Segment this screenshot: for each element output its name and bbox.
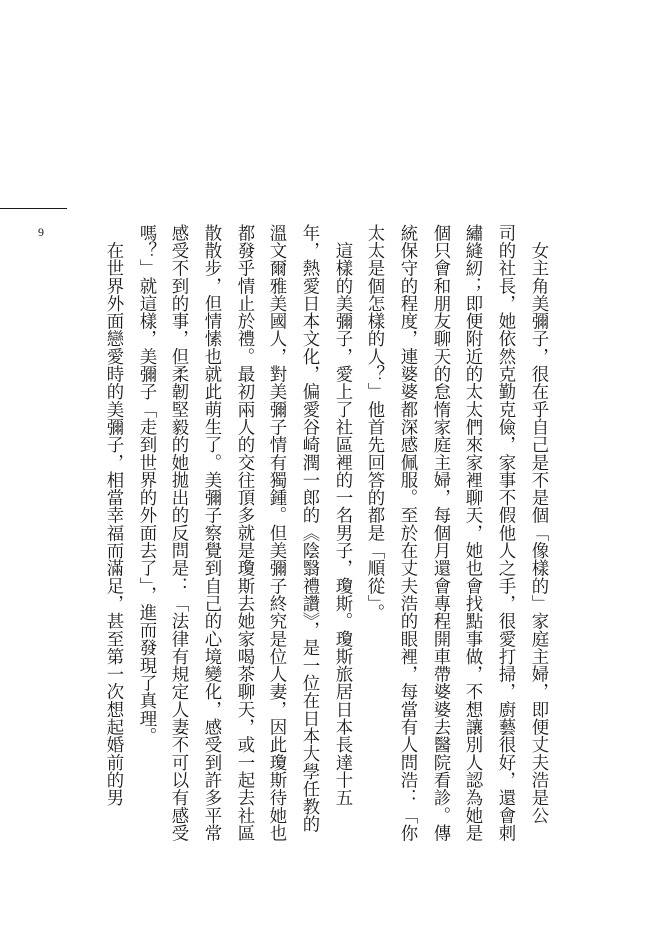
text-column: 個只會和朋友聊天的怠惰家庭主婦，每個月還會專程開車帶婆婆去醫院看診。傳 [430, 224, 450, 842]
text-column: 太太是個怎樣的人？」他首先回答的都是「順從」。 [364, 224, 384, 622]
text-column: 繡縫紉；即便附近的太太們來家裡聊天，她也會找點事做，不想讓別人認為她是 [462, 224, 482, 842]
page-number-rule [0, 208, 67, 209]
text-column: 嗎？」就這樣，美彌子「走到世界的外面去了」，進而發現了真理。 [136, 224, 156, 745]
text-column: 女主角美彌子，很在乎自己是不是個「像樣的」家庭主婦，即便丈夫浩是公 [528, 224, 548, 825]
page-number: 9 [38, 225, 44, 239]
text-column: 統保守的程度，連婆婆都深感佩服。至於在丈夫浩的眼裡，每當有人問浩：「你 [397, 224, 417, 842]
body-text [99, 224, 553, 842]
text-column: 司的社長，她依然克勤克儉，家事不假他人之手，很愛打掃，廚藝很好，還會刺 [495, 224, 515, 842]
text-column: 感受不到的事，但柔韌堅毅的她拋出的反問是：「法律有規定人妻不可以有感受 [168, 224, 188, 842]
text-column: 散散步，但情愫也就此萌生了。美彌子察覺到自己的心境變化，感受到許多平常 [201, 224, 221, 842]
text-column: 溫文爾雅美國人，對美彌子情有獨鍾。但美彌子終究是位人妻，因此瓊斯待她也 [266, 224, 286, 842]
text-column: 年，熱愛日本文化，偏愛谷崎潤一郎的《陰翳禮讚》，是一位在日本大學任教的 [299, 224, 319, 834]
text-column: 在世界外面戀愛時的美彌子，相當幸福而滿足，甚至第一次想起婚前的男 [103, 224, 123, 807]
text-column: 這樣的美彌子，愛上了社區裡的一名男子，瓊斯。瓊斯旅居日本長達十五 [332, 224, 352, 807]
text-column: 都發乎情止於禮。最初兩人的交往頂多就是瓊斯去她家喝茶聊天，或一起去社區 [234, 224, 254, 842]
